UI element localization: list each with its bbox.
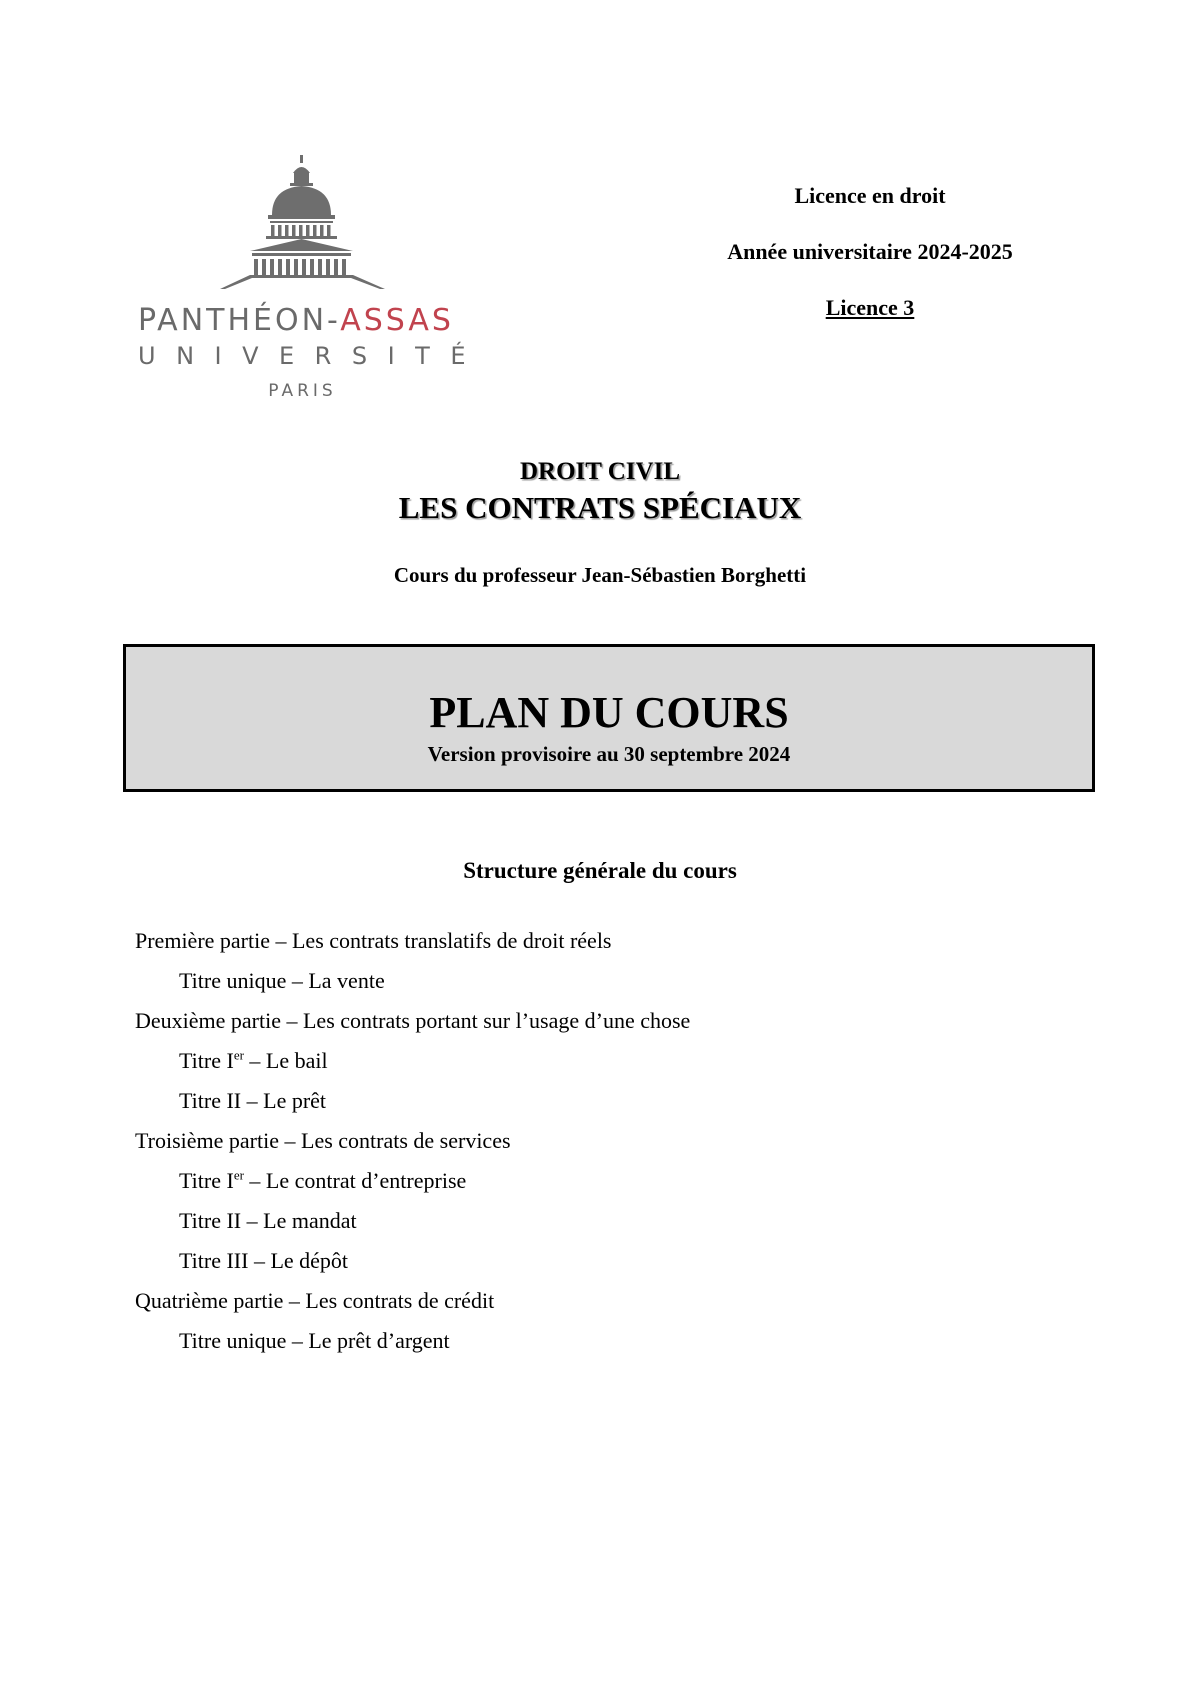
logo-wordmark-line1: PANTHÉON-ASSAS bbox=[138, 303, 454, 338]
outline-title: Titre unique – Le prêt d’argent bbox=[179, 1328, 450, 1353]
pantheon-dome-icon bbox=[220, 155, 385, 290]
plan-version: Version provisoire au 30 septembre 2024 bbox=[427, 742, 791, 766]
program-header bbox=[700, 183, 1040, 351]
plan-box bbox=[123, 644, 1095, 792]
outline-title: Titre Ier – Le bail bbox=[179, 1047, 328, 1073]
logo-wordmark-line3: PARIS bbox=[268, 381, 337, 401]
level-label: Licence 3 bbox=[825, 295, 915, 320]
outline-title: Titre II – Le mandat bbox=[179, 1208, 357, 1233]
plan-title: PLAN DU COURS bbox=[429, 688, 789, 737]
course-subject: DROIT CIVIL bbox=[520, 458, 680, 485]
course-title: LES CONTRATS SPÉCIAUX bbox=[398, 490, 802, 525]
academic-year: Année universitaire 2024-2025 bbox=[727, 239, 1013, 264]
outline-part: Première partie – Les contrats translatifs de droit réels bbox=[135, 928, 612, 953]
outline-part: Troisième partie – Les contrats de services bbox=[135, 1128, 511, 1153]
logo-wordmark-line2: UNIVERSITÉ bbox=[138, 342, 486, 370]
outline-part: Deuxième partie – Les contrats portant sur l’usage d’une chose bbox=[135, 1008, 691, 1033]
outline-title: Titre III – Le dépôt bbox=[179, 1248, 349, 1273]
structure-heading: Structure générale du cours bbox=[463, 858, 737, 883]
outline-title: Titre II – Le prêt bbox=[179, 1088, 327, 1113]
university-logo bbox=[130, 155, 486, 401]
outline-part: Quatrième partie – Les contrats de crédit bbox=[135, 1288, 495, 1313]
outline-title: Titre unique – La vente bbox=[179, 968, 385, 993]
outline-title: Titre Ier – Le contrat d’entreprise bbox=[179, 1167, 467, 1193]
course-professor: Cours du professeur Jean-Sébastien Borghetti bbox=[393, 563, 807, 587]
course-outline bbox=[135, 926, 1135, 1366]
program-label: Licence en droit bbox=[794, 183, 946, 208]
